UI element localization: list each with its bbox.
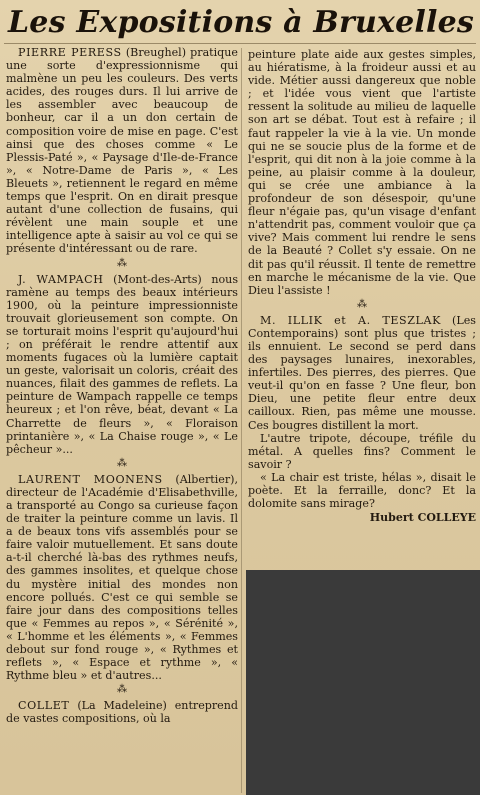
author-signature: Hubert COLLEYE (369, 511, 476, 525)
paragraph-peress (6, 46, 238, 256)
paragraph-text: (Breughel) pratique une sorte d'expressionnisme qui malmène un peu les couleurs. Des verts acides, des rouges durs. Il lui arrive de les assembler avec beaucoup de bonheur, car il a un don certain de composition voire de mise en page. C'est ainsi que des choses comme « Le Plessis-Paté », « Paysage d'Ile-de-France », « Notre-Dame de Paris », « Les Bleuets », retiennent le regard en même temps que l'esprit. On en dirait presque autant d'une collection de fusains, qui révèlent une main souple et une intelligence apte à saisir au vol ce qui se présente d'intéressant ou de rare. (6, 46, 238, 256)
paragraph-collet-continued: peinture plate aide aux gestes simples, au hiératisme, à la froideur aussi et au vide. Métier aussi dangereux que noble ; et l'idée vous vient que l'artiste ressent la solitude au milieu de laquelle son art se débat. Tout est à refaire ; il faut rappeler la vie à la vie. Un monde qui ne se soucie plus de la forme et de l'esprit, qui dit non à la joie comme à la peine, au plaisir comme à la douleur, qui se crée une ambiance à la profondeur de son désespoir, qu'une fleur n'égaie pas, qu'un visage d'enfant n'attendrit pas, comment vouloir que ça vive? Mais comment lui rendre le sens de la Beauté ? Collet s'y essaie. On ne dit pas qu'il réussit. Il tente de remettre en marche le mécanisme de la vie. Que Dieu l'assiste ! (248, 48, 476, 297)
artist-name: PIERRE PERESS (18, 46, 122, 59)
paragraph-collet (6, 699, 238, 725)
left-column (6, 46, 238, 795)
paragraph-quote: « La chair est triste, hélas », disait le poète. Et la ferraille, donc? Et la dolomite sans mirage? (248, 470, 476, 511)
article-title: Les Expositions à Bruxelles (8, 5, 474, 40)
paragraph-text: (Albertier), directeur de l'Académie d'Elisabethville, a transporté au Congo sa curieuse façon de traiter la peinture comme un lavis. Il a de beaux tons vifs assemblés pour se faire valoir mutuellement. Et sans doute a-t-il cherché là-bas des rythmes neufs, des gammes insolites, et quelque chose du mystère initial des mondes non encore pollués. C'est ce qui semble se faire jour dans des compositions telles que « Femmes au repos », « Sérénité », « L'homme et les éléments », « Femmes debout sur fond rouge », « Rythmes et reflets », « Espace et rythme », « Rythme bleu » et d'autres... (6, 472, 238, 683)
paragraph-illik-teszlak (248, 314, 476, 432)
artist-name: M. ILLIK et A. TESZLAK (260, 313, 441, 327)
artist-name: COLLET (18, 699, 70, 713)
paragraph-text: (Les Contemporains) sont plus que tristes ; ils ennuient. Le second se perd dans des paysages lunaires, inexorables, infertiles. Des pierres, des pierres. Que veut-il qu'on en fasse ? Une fleur, bon Dieu, une petite fleur entre deux cailloux. Rien, pas même une mousse. Ces bougres distillent la mort. (248, 313, 476, 432)
paragraph-text: (La Madeleine) entreprend de vastes compositions, où la (6, 699, 238, 726)
paragraph-moonens (6, 473, 238, 683)
section-separator: ⁂ (117, 457, 127, 469)
section-separator: ⁂ (117, 684, 127, 696)
artist-name: J. WAMPACH (18, 272, 104, 286)
paragraph-text: (Mont-des-Arts) nous ramène au temps des beaux intérieurs 1900, où la peinture impressionniste trouvait glorieusement son compte. On se torturait moins l'esprit qu'aujourd'hui ; on préférait le rendre attentif aux moments fugaces où la lumière captait un geste, valorisait un coloris, créait des nuances, filait des gammes de reflets. La peinture de Wampach rappelle ce temps heureux ; et l'on rêve, béat, devant « La Charrette de fleurs », « Floraison printanière », « La Chaise rouge », « Le pêcheur »... (6, 272, 238, 456)
right-column (248, 48, 476, 568)
background-corner (246, 570, 480, 795)
section-separator: ⁂ (117, 257, 127, 269)
column-divider (241, 48, 242, 793)
artist-name: LAURENT MOONENS (18, 472, 163, 486)
section-separator: ⁂ (357, 298, 367, 310)
title-divider (4, 43, 476, 44)
paragraph-tripote: L'autre tripote, découpe, tréfile du métal. A quelles fins? Comment le savoir ? (248, 431, 476, 471)
paragraph-wampach (6, 273, 238, 456)
